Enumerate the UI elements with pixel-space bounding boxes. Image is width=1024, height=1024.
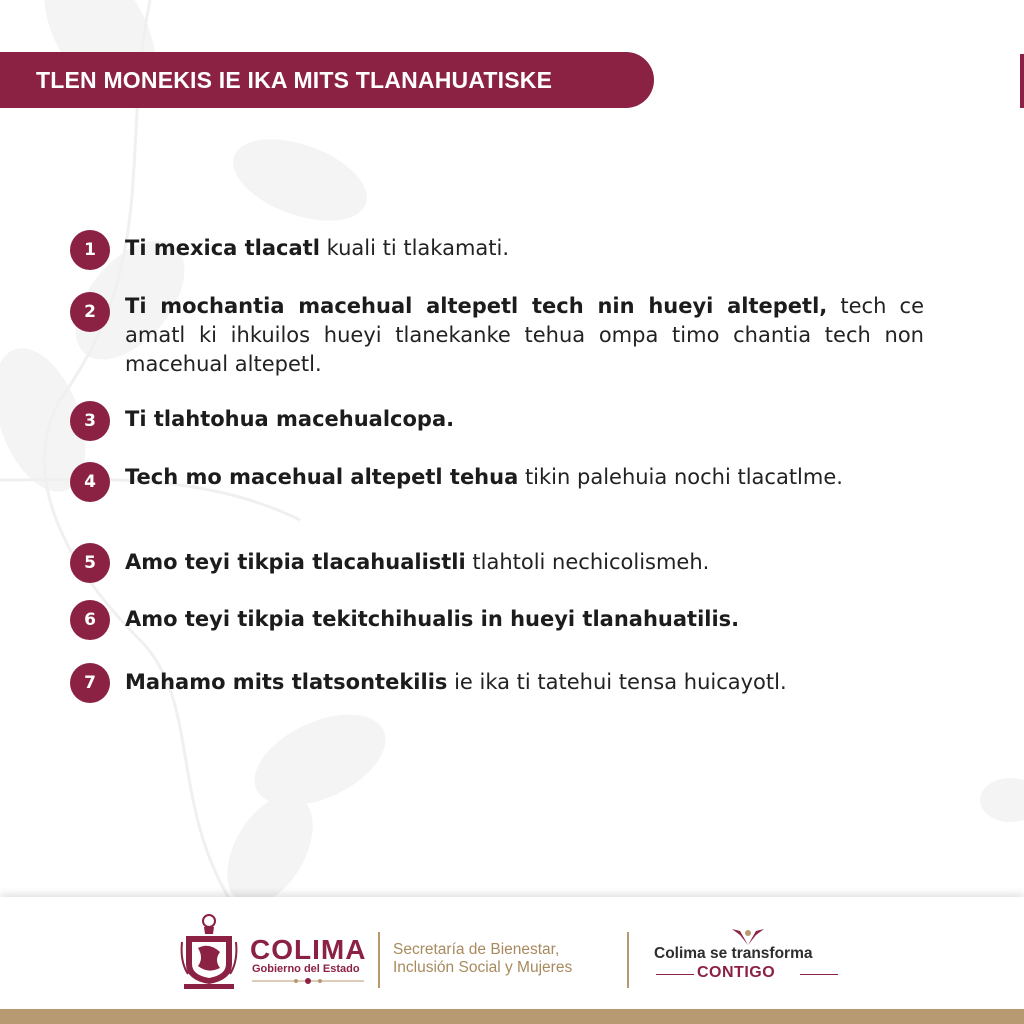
item-text: [125, 605, 924, 634]
right-edge-stripe: [1020, 54, 1024, 108]
ornament-line-icon: [252, 976, 364, 986]
hummingbirds-icon: [728, 925, 768, 947]
list-item: [70, 462, 930, 502]
item-bold-text: Mahamo mits tlatsontekilis: [125, 670, 448, 694]
item-regular-text: kuali ti tlakamati.: [319, 236, 510, 260]
item-number-badge: 2: [70, 292, 110, 332]
item-text: [125, 463, 924, 492]
colima-logo-text: COLIMA: [250, 934, 367, 965]
slogan-underline-left: [656, 974, 694, 975]
item-number-badge: 5: [70, 543, 110, 583]
footer-gold-bar: [0, 1009, 1024, 1024]
list-item: [70, 292, 930, 379]
item-regular-text: ie ika ti tatehui tensa huicayotl.: [447, 670, 787, 694]
item-bold-text: Ti tlahtohua macehualcopa.: [125, 407, 455, 431]
item-bold-text: Ti mexica tlacatl: [125, 236, 320, 260]
item-bold-text: Amo teyi tikpia tekitchihualis in hueyi tlanahuatilis.: [125, 607, 740, 631]
list-item: [70, 663, 930, 703]
item-number-badge: 6: [70, 600, 110, 640]
item-number-badge: 1: [70, 230, 110, 270]
item-regular-text: tech ce amatl ki ihkuilos hueyi tlanekanke tehua ompa timo chantia tech non macehual altepetl.: [125, 294, 925, 376]
list-item: [70, 600, 930, 640]
item-text: [125, 668, 924, 697]
item-number-badge: 3: [70, 401, 110, 441]
secretaria-line-1: Secretaría de Bienestar,: [393, 941, 560, 958]
item-text: [125, 292, 924, 379]
slogan-underline-right: [800, 974, 838, 975]
secretaria-text: [393, 941, 572, 977]
item-number-badge: 4: [70, 462, 110, 502]
list-item: [70, 543, 930, 583]
list-item: [70, 401, 930, 441]
slogan-contigo: CONTIGO: [697, 964, 776, 981]
item-text: [125, 548, 924, 577]
item-regular-text: tlahtoli nechicolismeh.: [465, 550, 710, 574]
item-bold-text: Amo teyi tikpia tlacahualistli: [125, 550, 466, 574]
item-text: [125, 405, 924, 434]
item-bold-text: Ti mochantia macehual altepetl tech nin hueyi altepetl,: [125, 294, 828, 318]
slogan-text: Colima se transforma: [654, 945, 813, 962]
gobierno-subtitle: Gobierno del Estado: [252, 963, 360, 975]
title-banner: [0, 52, 654, 108]
footer-divider: [627, 932, 629, 988]
item-text: [125, 234, 924, 263]
list-item: [70, 230, 930, 270]
secretaria-line-2: Inclusión Social y Mujeres: [393, 959, 573, 976]
footer-divider: [378, 932, 380, 988]
item-bold-text: Tech mo macehual altepetl tehua: [125, 465, 519, 489]
page-title: TLEN MONEKIS IE IKA MITS TLANAHUATISKE: [36, 66, 553, 93]
item-number-badge: 7: [70, 663, 110, 703]
state-crest-icon: [180, 912, 238, 990]
item-regular-text: tikin palehuia nochi tlacatlme.: [518, 465, 843, 489]
